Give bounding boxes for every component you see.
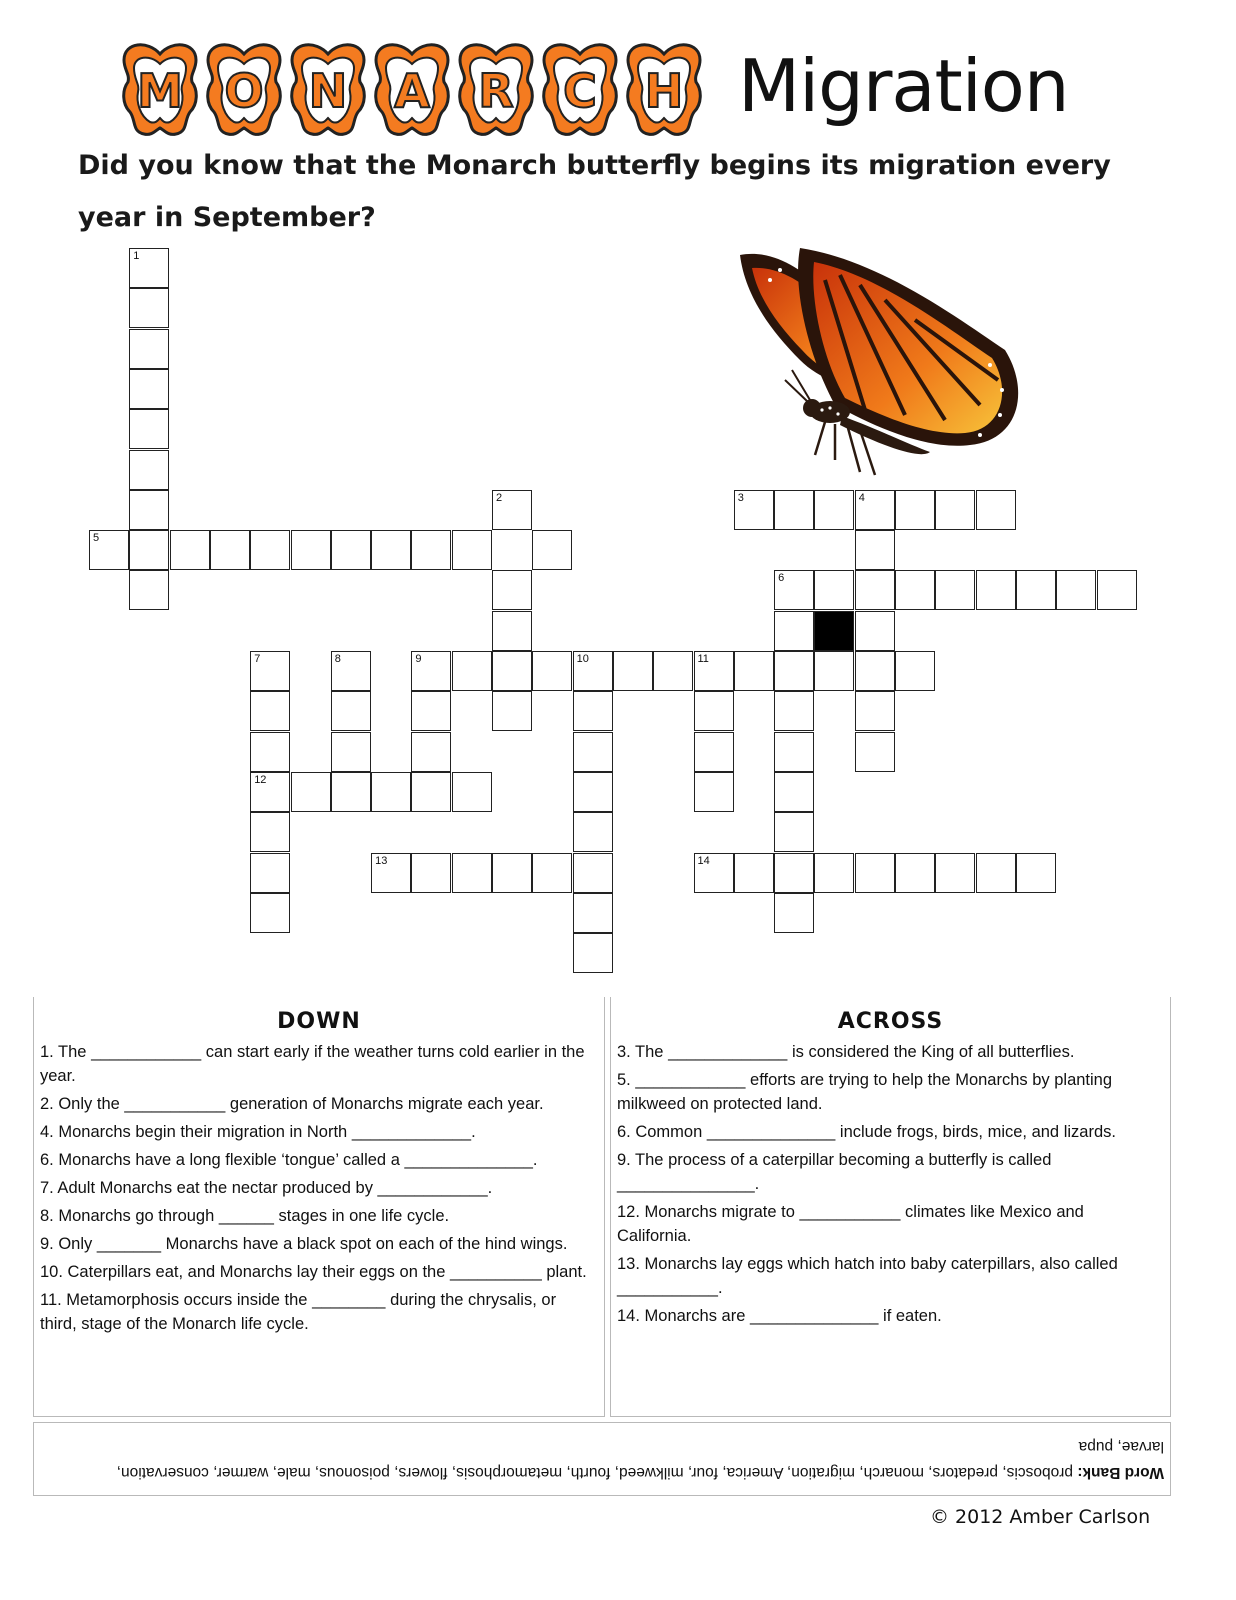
- word-bank: [33, 1422, 1171, 1496]
- down-heading: DOWN: [277, 1009, 361, 1034]
- crossword-cell[interactable]: [895, 570, 935, 610]
- crossword-cell[interactable]: [331, 651, 371, 691]
- down-clue: 9. Only _______ Monarchs have a black spot on each of the hind wings.: [40, 1235, 568, 1253]
- crossword-cell[interactable]: [89, 530, 129, 570]
- crossword-cell[interactable]: [371, 853, 411, 893]
- crossword-cell[interactable]: [1016, 853, 1056, 893]
- copyright-notice: © 2012 Amber Carlson: [930, 1506, 1151, 1528]
- crossword-cell[interactable]: [855, 611, 895, 651]
- crossword-cell[interactable]: [1056, 570, 1096, 610]
- crossword-cell[interactable]: [492, 691, 532, 731]
- crossword-cell[interactable]: [573, 732, 613, 772]
- crossword-cell[interactable]: [492, 611, 532, 651]
- clue-number: 13: [375, 854, 388, 867]
- crossword-cell[interactable]: [411, 530, 451, 570]
- crossword-cell[interactable]: [452, 853, 492, 893]
- crossword-cell[interactable]: [250, 651, 290, 691]
- crossword-cell[interactable]: [170, 530, 210, 570]
- crossword-cell[interactable]: [1016, 570, 1056, 610]
- monarch-butterfly-illustration: [730, 240, 1030, 485]
- clue-number: 5: [93, 532, 100, 545]
- crossword-cell[interactable]: [129, 409, 169, 449]
- crossword-cell[interactable]: [774, 490, 814, 530]
- crossword-cell[interactable]: [935, 853, 975, 893]
- crossword-cell[interactable]: [734, 853, 774, 893]
- crossword-cell[interactable]: [774, 772, 814, 812]
- crossword-cell[interactable]: [774, 651, 814, 691]
- crossword-cell[interactable]: [935, 490, 975, 530]
- crossword-cell[interactable]: [734, 490, 774, 530]
- crossword-cell[interactable]: [129, 530, 169, 570]
- crossword-cell[interactable]: [895, 853, 935, 893]
- crossword-blocked-cell: [814, 611, 854, 651]
- crossword-cell[interactable]: [774, 691, 814, 731]
- crossword-cell[interactable]: [855, 530, 895, 570]
- crossword-cell[interactable]: [814, 853, 854, 893]
- clue-number: 8: [334, 653, 341, 665]
- crossword-cell[interactable]: [694, 651, 734, 691]
- crossword-cell[interactable]: [210, 530, 250, 570]
- across-clues-panel: [610, 997, 1171, 1417]
- crossword-cell[interactable]: [371, 772, 411, 812]
- crossword-cell[interactable]: [129, 329, 169, 369]
- crossword-cell[interactable]: [855, 570, 895, 610]
- crossword-cell[interactable]: [291, 530, 331, 570]
- badge-letter-text: H: [644, 64, 684, 118]
- crossword-cell[interactable]: [573, 893, 613, 933]
- across-clue: 3. The _____________ is considered the King of all butterflies.: [617, 1043, 1075, 1061]
- down-clue: 11. Metamorphosis occurs inside the ________ during the chrysalis, or third, stage of the Monarch life cycle.: [40, 1291, 557, 1333]
- crossword-cell[interactable]: [250, 772, 290, 812]
- crossword-cell[interactable]: [411, 651, 451, 691]
- badge-letter-text: R: [478, 64, 514, 118]
- crossword-cell[interactable]: [492, 570, 532, 610]
- down-clue: 10. Caterpillars eat, and Monarchs lay their eggs on the __________ plant.: [40, 1263, 587, 1281]
- crossword-cell[interactable]: [331, 530, 371, 570]
- clue-number: 7: [254, 653, 261, 665]
- across-clue: 13. Monarchs lay eggs which hatch into baby caterpillars, also called ___________.: [617, 1255, 1118, 1297]
- badge-letter-text: N: [308, 64, 348, 118]
- crossword-cell[interactable]: [452, 772, 492, 812]
- crossword-cell[interactable]: [250, 853, 290, 893]
- down-clue: 7. Adult Monarchs eat the nectar produced by ____________.: [40, 1179, 493, 1197]
- crossword-cell[interactable]: [331, 772, 371, 812]
- crossword-cell[interactable]: [573, 772, 613, 812]
- crossword-cell[interactable]: [694, 853, 734, 893]
- badge-letter-text: M: [137, 64, 183, 118]
- clue-number: 2: [496, 491, 503, 504]
- crossword-cell[interactable]: [129, 570, 169, 610]
- crossword-cell[interactable]: [976, 853, 1016, 893]
- across-clue: 14. Monarchs are ______________ if eaten.: [617, 1307, 942, 1325]
- down-clue: 4. Monarchs begin their migration in North _____________.: [40, 1123, 476, 1141]
- crossword-cell[interactable]: [129, 248, 169, 288]
- title-word: Migration: [738, 44, 1069, 128]
- badge-letter-text: C: [563, 64, 597, 118]
- crossword-cell[interactable]: [774, 611, 814, 651]
- crossword-cell[interactable]: [814, 651, 854, 691]
- crossword-cell[interactable]: [694, 772, 734, 812]
- crossword-cell[interactable]: [291, 772, 331, 812]
- crossword-cell[interactable]: [814, 490, 854, 530]
- crossword-cell[interactable]: [855, 853, 895, 893]
- clue-number: 1: [133, 250, 140, 262]
- crossword-cell[interactable]: [653, 651, 693, 691]
- crossword-cell[interactable]: [855, 651, 895, 691]
- clue-number: 4: [858, 491, 865, 504]
- crossword-cell[interactable]: [331, 732, 371, 772]
- crossword-cell[interactable]: [1097, 570, 1137, 610]
- crossword-cell[interactable]: [573, 812, 613, 852]
- down-clue: 6. Monarchs have a long flexible ‘tongue’ called a ______________.: [40, 1151, 538, 1169]
- crossword-cell[interactable]: [411, 772, 451, 812]
- clue-number: 3: [737, 491, 744, 504]
- crossword-cell[interactable]: [452, 530, 492, 570]
- clue-number: 9: [415, 653, 422, 665]
- crossword-cell[interactable]: [774, 893, 814, 933]
- crossword-cell[interactable]: [411, 853, 451, 893]
- clue-number: 14: [697, 854, 710, 867]
- across-clue: 5. ____________ efforts are trying to help the Monarchs by planting milkweed on protected land.: [617, 1071, 1113, 1113]
- badge-letter-text: A: [394, 64, 430, 118]
- crossword-cell[interactable]: [250, 893, 290, 933]
- across-heading: ACROSS: [837, 1009, 944, 1034]
- crossword-cell[interactable]: [774, 732, 814, 772]
- crossword-cell[interactable]: [250, 732, 290, 772]
- across-clue: 12. Monarchs migrate to ___________ climates like Mexico and California.: [617, 1203, 1084, 1245]
- intro-question: Did you know that the Monarch butterfly begins its migration every year in September?: [78, 150, 1111, 233]
- crossword-cell[interactable]: [371, 530, 411, 570]
- crossword-cell[interactable]: [774, 570, 814, 610]
- down-clues-panel: [33, 997, 605, 1417]
- badge-letter-text: O: [224, 64, 264, 118]
- crossword-cell[interactable]: [129, 288, 169, 328]
- down-clue: 2. Only the ___________ generation of Monarchs migrate each year.: [40, 1095, 544, 1113]
- down-clue: 8. Monarchs go through ______ stages in one life cycle.: [40, 1207, 450, 1225]
- crossword-cell[interactable]: [492, 651, 532, 691]
- down-clue-list: [34, 1040, 604, 1336]
- crossword-cell[interactable]: [855, 490, 895, 530]
- crossword-cell[interactable]: [613, 651, 653, 691]
- crossword-cell[interactable]: [694, 732, 734, 772]
- crossword-cell[interactable]: [855, 732, 895, 772]
- crossword-cell[interactable]: [694, 691, 734, 731]
- crossword-cell[interactable]: [976, 570, 1016, 610]
- crossword-cell[interactable]: [573, 691, 613, 731]
- crossword-cell[interactable]: [331, 691, 371, 731]
- crossword-cell[interactable]: [573, 933, 613, 973]
- crossword-cell[interactable]: [895, 490, 935, 530]
- crossword-cell[interactable]: [774, 853, 814, 893]
- crossword-cell[interactable]: [129, 369, 169, 409]
- crossword-cell[interactable]: [532, 651, 572, 691]
- crossword-cell[interactable]: [734, 651, 774, 691]
- clue-number: 6: [778, 572, 785, 585]
- crossword-cell[interactable]: [895, 651, 935, 691]
- crossword-cell[interactable]: [814, 570, 854, 610]
- down-clue: 1. The ____________ can start early if the weather turns cold earlier in the year.: [40, 1043, 585, 1085]
- crossword-cell[interactable]: [532, 530, 572, 570]
- crossword-cell[interactable]: [976, 490, 1016, 530]
- crossword-cell[interactable]: [250, 812, 290, 852]
- word-bank-text: [74, 1433, 1164, 1485]
- clue-number: 11: [697, 653, 709, 665]
- across-clue: 6. Common ______________ include frogs, birds, mice, and lizards.: [617, 1123, 1116, 1141]
- crossword-cell[interactable]: [573, 853, 613, 893]
- crossword-cell[interactable]: [774, 812, 814, 852]
- crossword-cell[interactable]: [492, 490, 532, 530]
- crossword-cell[interactable]: [250, 530, 290, 570]
- crossword-cell[interactable]: [855, 691, 895, 731]
- word-bank-label: Word Bank:: [1077, 1464, 1164, 1481]
- crossword-cell[interactable]: [411, 691, 451, 731]
- clue-number: 10: [576, 653, 589, 665]
- crossword-cell[interactable]: [129, 490, 169, 530]
- crossword-cell[interactable]: [250, 691, 290, 731]
- crossword-cell[interactable]: [573, 651, 613, 691]
- across-clue: 9. The process of a caterpillar becoming a butterfly is called _______________.: [617, 1151, 1052, 1193]
- crossword-cell[interactable]: [129, 450, 169, 490]
- crossword-cell[interactable]: [935, 570, 975, 610]
- clue-number: 12: [254, 773, 267, 786]
- crossword-cell[interactable]: [452, 651, 492, 691]
- crossword-cell[interactable]: [492, 853, 532, 893]
- word-bank-words: proboscis, predators, monarch, migration, America, four, milkweed, fourth, metamorphosis, flowers, poisonous, male, warmer, conservation, larvae, pupa: [116, 1438, 1164, 1481]
- across-clue-list: [611, 1040, 1170, 1328]
- crossword-cell[interactable]: [532, 853, 572, 893]
- crossword-cell[interactable]: [411, 732, 451, 772]
